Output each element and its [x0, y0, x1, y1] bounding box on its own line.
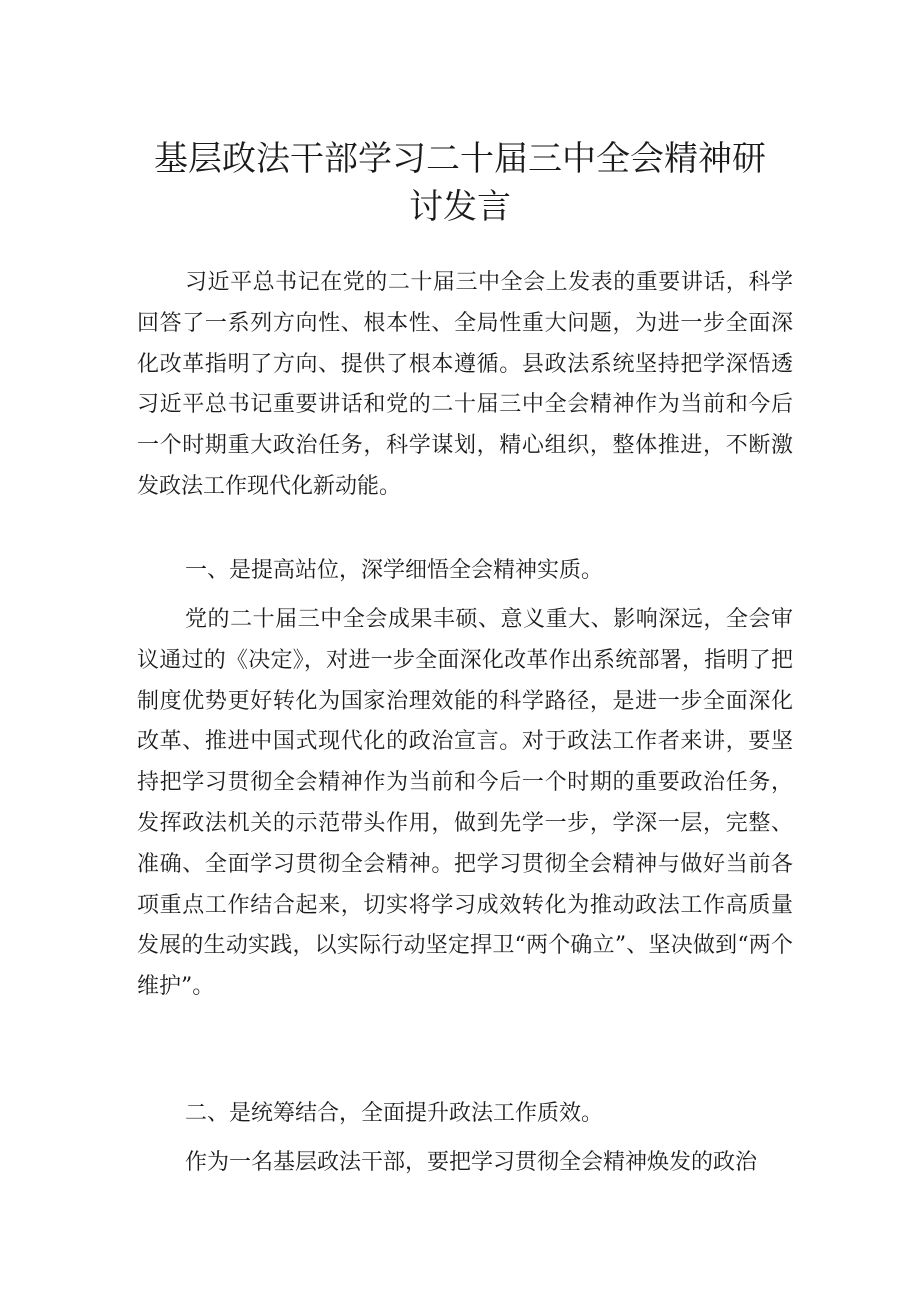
section-2-paragraph: 作为一名基层政法干部，要把学习贯彻全会精神焕发的政治: [185, 1150, 758, 1175]
section-1-paragraph: 党的二十届三中全会成果丰硕、意义重大、影响深远，全会审议通过的《决定》，对进一步全面深化改革作出系统部署，指明了把制度优势更好转化为国家治理效能的科学路径，是进一步全面深化改革、推进中国式现代化的政治宣言。对于政法工作者来讲，要坚持把学习贯彻全会精神作为当前和今后一个时期的重要政治任务，发挥政法机关的示范带头作用，做到先学一步，学深一层，完整、准确、全面学习贯彻全会精神。把学习贯彻全会精神与做好当前各项重点工作结合起来，切实将学习成效转化为推动政法工作高质量发展的生动实践，以实际行动坚定捍卫“两个确立”、坚决做到“两个维护”。: [137, 607, 793, 1000]
section-1-heading: 一、是提高站位，深学细悟全会精神实质。: [185, 558, 604, 583]
section-1-body-block: [137, 600, 793, 1008]
document-title: [0, 135, 920, 231]
section-2-heading: 二、是统筹结合，全面提升政法工作质效。: [185, 1101, 604, 1126]
title-line-2: 讨发言: [409, 187, 511, 227]
intro-paragraph-block: [137, 263, 793, 508]
section-2-body-block: [137, 1143, 793, 1184]
intro-paragraph: 习近平总书记在党的二十届三中全会上发表的重要讲话，科学回答了一系列方向性、根本性、全局性重大问题，为进一步全面深化改革指明了方向、提供了根本遵循。县政法系统坚持把学深悟透习近平总书记重要讲话和党的二十届三中全会精神作为当前和今后一个时期重大政治任务，科学谋划，精心组织，整体推进，不断激发政法工作现代化新动能。: [137, 270, 793, 499]
title-line-1: 基层政法干部学习二十届三中全会精神研: [154, 139, 766, 179]
